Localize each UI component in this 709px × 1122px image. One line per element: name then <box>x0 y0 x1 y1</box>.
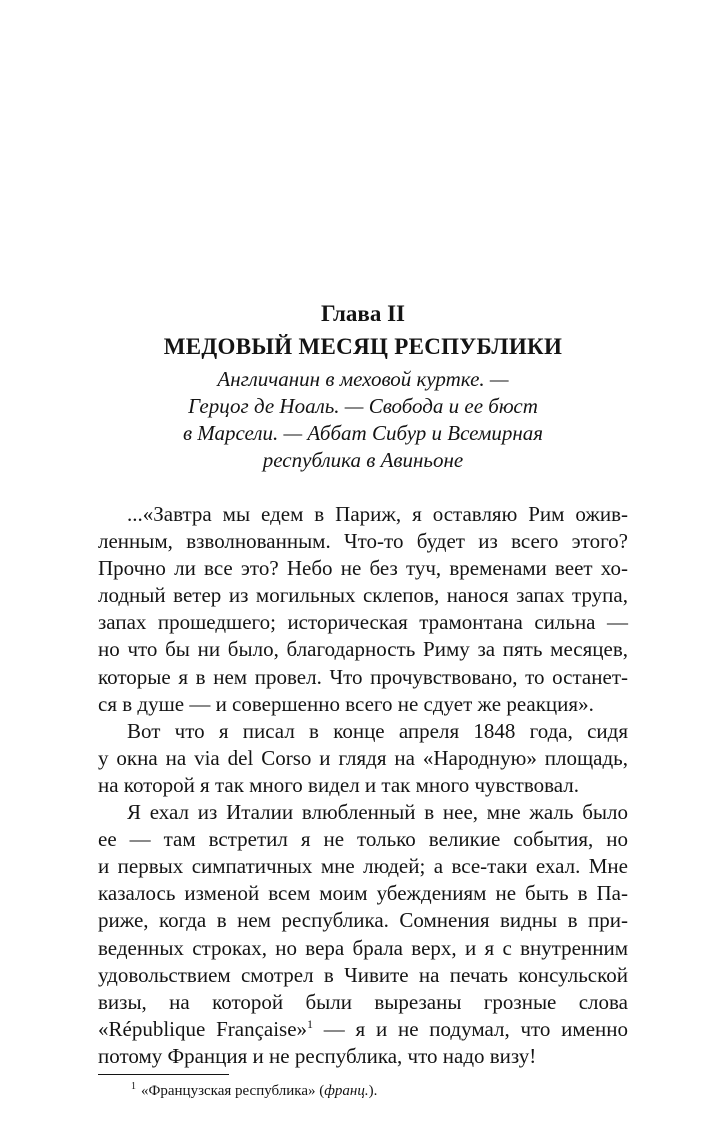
book-page <box>98 300 628 1101</box>
text-line: Я ехал из Италии влюбленный в нее, мне жаль было <box>127 800 628 825</box>
text-line: ся в душе — и совершенно всего не сдует же реакция». <box>98 691 594 716</box>
footnote-mark: 1 <box>131 1080 136 1092</box>
chapter-epigraph <box>98 366 628 474</box>
text-line: ...«Завтра мы едем в Париж, я оставляю Рим ожив- <box>127 502 628 526</box>
text-line: Вот что я писал в конце апреля 1848 года, сидя <box>127 718 628 743</box>
french-phrase: «République Française» <box>98 1016 308 1041</box>
footnote-divider <box>98 1074 229 1075</box>
epigraph-line: республика в Авиньоне <box>262 448 464 472</box>
text-line: ее — там встретил я не только великие события, но <box>98 827 628 852</box>
text-line: потому Франция и не республика, что надо визу! <box>98 1043 537 1068</box>
text-line: Прочно ли все это? Небо не без туч, временами веет хо- <box>98 556 628 581</box>
epigraph-line: в Марсели. — Аббат Сибур и Всемирная <box>182 421 544 445</box>
text-line: на которой я так много видел и так много чувствовал. <box>98 772 579 797</box>
text-line-with-footnote <box>98 1016 628 1043</box>
text-line: лодный ветер из могильных склепов, нанося запах трупа, <box>98 583 628 608</box>
footnote-text: «Французская республика» ( <box>141 1082 325 1099</box>
text-fragment: — я и не подумал, что именно <box>313 1016 629 1041</box>
footnote-reference[interactable]: 1 <box>307 1016 314 1031</box>
text-line: удовольствием смотрел в Чивите на печать консульской <box>98 962 628 987</box>
body-text <box>98 501 628 1070</box>
paragraph <box>98 501 628 718</box>
text-line: риже, когда в нем республика. Сомнения видны в при- <box>98 908 628 933</box>
text-line: запах прошедшего; историческая трамонтана сильна — <box>98 610 628 635</box>
chapter-number: Глава II <box>320 301 405 326</box>
paragraph <box>98 799 628 1070</box>
text-line: визы, на которой были вырезаны грозные слова <box>98 989 628 1014</box>
text-line: ленным, взволнованным. Что-то будет из всего этого? <box>98 529 628 554</box>
footnote <box>98 1081 628 1101</box>
footnote-language: франц. <box>324 1082 369 1099</box>
footnote-close: ). <box>368 1082 378 1099</box>
epigraph-line: Герцог де Ноаль. — Свобода и ее бюст <box>188 394 538 418</box>
epigraph-line: Англичанин в меховой куртке. — <box>217 367 509 391</box>
text-line: но что бы ни было, благодарность Риму за пять месяцев, <box>98 637 628 662</box>
text-line: и первых симпатичных мне людей; а все-таки ехал. Мне <box>98 854 628 879</box>
text-line: которые я в нем провел. Что прочувствовано, то останет- <box>98 664 628 689</box>
text-line: веденных строках, но вера брала верх, и я с внутренним <box>98 935 628 960</box>
text-line: казалось изменой всем моим убеждениям не быть в Па- <box>98 881 628 906</box>
paragraph <box>98 718 628 799</box>
chapter-title: МЕДОВЫЙ МЕСЯЦ РЕСПУБЛИКИ <box>163 334 563 359</box>
text-line: у окна на via del Corso и глядя на «Народную» площадь, <box>98 745 628 770</box>
